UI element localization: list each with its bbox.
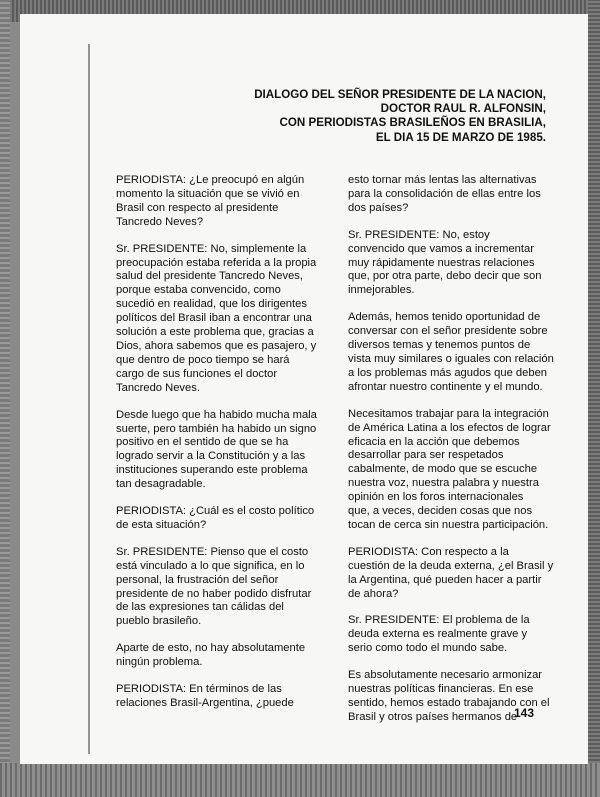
paragraph: Necesitamos trabajar para la integración de América Latina a los efectos de lograr eficacia en la acción que debemos desarrollar para ser respetados cabalmente, de modo que se escuche nuestra voz, nuestra palabra y nuestra opinión en los foros internacionales que, a veces, deciden cosas que nos tocan de cerca sin nuestra participación. (348, 407, 551, 531)
heading-line: DIALOGO DEL SEÑOR PRESIDENTE DE LA NACION, (254, 88, 546, 101)
paragraph: PERIODISTA: Con respecto a la cuestión de la deuda externa, ¿el Brasil y la Argentina, qué pueden hacer a partir de ahora? (348, 545, 554, 600)
paragraph: esto tornar más lentas las alternativas para la consolidación de ellas entre los dos países? (348, 174, 541, 214)
heading-line: CON PERIODISTAS BRASILEÑOS EN BRASILIA, (279, 116, 546, 130)
paragraph: PERIODISTA: ¿Le preocupó en algún momento la situación que se vivió en Brasil con respecto al presidente Tancredo Neves? (116, 174, 305, 228)
paragraph: Es absolutamente necesario armonizar nuestras políticas financieras. En ese sentido, hemos estado trabajando con el Brasil y otros países hermanos de (348, 669, 550, 723)
scan-border-left (0, 0, 10, 797)
paragraph: Sr. PRESIDENTE: El problema de la deuda externa es realmente grave y serio como todo el mundo sabe. (348, 614, 530, 655)
binding-shadow (88, 44, 90, 754)
paragraph: Sr. PRESIDENTE: No, simplemente la preocupación estaba referida a la propia salud del presidente Tancredo Neves, porque estaba convencido, como sucedió en realidad, que los dirigentes políticos del Brasil iban a encontrar una solución a este problema que, gracias a Dios, ahora sabemos que es pasajero, y que dentro de poco tiempo se hará cargo de sus funciones el doctor Tancredo Neves. (116, 242, 317, 394)
heading-line: DOCTOR RAUL R. ALFONSIN, (380, 102, 546, 116)
paragraph: Sr. PRESIDENTE: Pienso que el costo está vinculado a lo que significa, en lo personal, la frustración del señor presidente de no haber podido disfrutar de las expresiones tan cálidas del pueblo brasileño. (116, 545, 312, 628)
paragraph: Además, hemos tenido oportunidad de conversar con el señor presidente sobre diversos temas y tenemos puntos de vista muy similares o iguales con relación a los problemas más agudos que deben afrontar nuestro continente y el mundo. (348, 311, 554, 393)
document-page (20, 14, 588, 764)
paragraph: Desde luego que ha habido mucha mala suerte, pero también ha habido un signo positivo en el sentido de que se ha logrado servir a la Constitución y a las instituciones superando este problema tan desagradable. (116, 408, 317, 491)
paragraph: Aparte de esto, no hay absolutamente ningún problema. (116, 642, 306, 669)
paragraph: PERIODISTA: ¿Cuál es el costo político de esta situación? (116, 505, 315, 531)
scan-border-right (588, 0, 600, 797)
left-column (116, 174, 330, 724)
page-number: 143 (513, 706, 534, 720)
scan-border-bottom (0, 763, 600, 797)
paragraph: PERIODISTA: En términos de las relaciones Brasil-Argentina, ¿puede (116, 683, 294, 709)
right-column (348, 174, 562, 738)
paragraph: Sr. PRESIDENTE: No, estoy convencido que vamos a incrementar muy rápidamente nuestras relaciones que, por otra parte, debo decir que son inmejorables. (348, 228, 542, 297)
heading-line: EL DIA 15 DE MARZO DE 1985. (375, 130, 546, 144)
document-heading (126, 88, 546, 145)
